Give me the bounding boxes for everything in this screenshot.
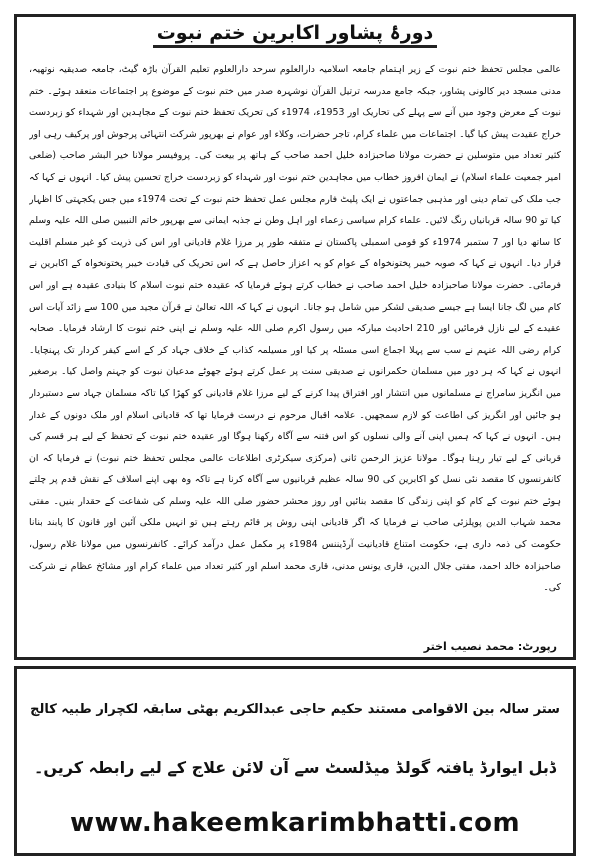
advertisement-box [14, 666, 576, 856]
article-reporter: رپورٹ: محمد نصیب اختر [423, 640, 557, 653]
article-header [17, 21, 573, 48]
ad-subline: ڈبل ایوارڈ یافتہ گولڈ میڈلسٹ سے آن لائن علاج کے لیے رابطہ کریں۔ [34, 758, 556, 777]
article-box [14, 14, 576, 660]
ad-headline: ستر سالہ بین الاقوامی مستند حکیم حاجی عبدالکریم بھٹی سابقہ لکچرار طبیہ کالج [30, 702, 560, 717]
article-body [29, 59, 561, 629]
ad-website-link[interactable]: www.hakeemkarimbhatti.com [69, 808, 521, 838]
article-paragraph: عالمی مجلس تحفظ ختم نبوت کے زیر اہتمام جامعہ اسلامیہ دارالعلوم سرحد دارالعلوم تعلیم القرآن باڑہ گیٹ، جامعہ صدیقیہ نوتھیہ، مدنی مسجد دیر کالونی پشاور، جبکہ جامع مدرسہ ترتیل القرآن نوشہرہ صدر میں ختم نبوت کے موضوع پر اجتماعات منعقد ہوئے۔ ختم نبوت کے معرض وجود میں آنے سے پہلے کی تحاریک اور 1953ء، 1974ء کی تحریک تحفظ ختم نبوت کے مجاہدین اور شہداء کو زبردست خراج عقیدت پیش کیا گیا۔ اجتماعات میں علماء کرام، تاجر حضرات، وکلاء اور عوام نے بھرپور شرکت انتہائی پرجوش اور پرکیف رہی اور کثیر تعداد میں متوسلین نے حضرت مولانا صاحبزادہ خلیل احمد صاحب کے ہاتھ پر بیعت کی۔ پروفیسر مولانا خیر البشر صاحب (ضلعی امیر جمعیت علماء اسلام) نے ایمان افروز خطاب میں مجاہدین ختم نبوت اور شہداء کو زبردست خراج تحسین پیش کیا۔ انہوں نے کہا کہ جب ملک کی تمام دینی اور مذہبی جماعتوں نے ایک پلیٹ فارم مجلس عمل تحفظ ختم نبوت کے تحت 1974ء میں جس یکجہتی کا اظہار کیا تو 90 سالہ قربانیاں رنگ لائیں۔ علماء کرام سیاسی زعماء اور اہل وطن نے جذبہ ایمانی سے بھرپور خاتم النبیین صلی اللہ علیہ وسلم کا ساتھ دیا اور 7 ستمبر 1974ء کو قومی اسمبلی پاکستان نے متفقہ طور پر مرزا غلام قادیانی اور اس کی ذریت کو غیر مسلم اقلیت قرار دیا۔ انہوں نے کہا کہ صوبہ خیبر پختونخواہ کے عوام کو یہ اعزاز حاصل ہے کہ اس تحریک کی قیادت خیبر پختونخواہ کے اکابرین نے فرمائی۔ حضرت مولانا صاحبزادہ خلیل احمد صاحب نے خطاب کرتے ہوئے فرمایا کہ عقیدہ ختم نبوت اسلام کا بنیادی عقیدہ ہے اور اس کام میں لگ جانا ایسا ہے جیسے صدیقی لشکر میں شامل ہو جانا۔ انہوں نے کہا کہ اللہ تعالیٰ نے قرآن مجید میں 100 سے زائد آیات اس عقیدے کے لیے نازل فرمائیں اور 210 احادیث مبارکہ میں رسول اکرم صلی اللہ علیہ وسلم نے اپنی ختم نبوت کا ارشاد فرمایا۔ صحابہ کرام رضی اللہ عنہم نے سب سے پہلا اجماع اسی مسئلہ پر کیا اور مسیلمہ کذاب کے خلاف جہاد کر کے اسے کیفر کردار تک پہنچایا۔ انہوں نے کہا کہ ہر دور میں مسلمان حکمرانوں نے صدیقی سنت پر عمل کرتے ہوئے جھوٹے مدعیان نبوت کو جہنم واصل کیا۔ برصغیر میں انگریز سامراج نے مسلمانوں میں انتشار اور افتراق پیدا کرنے کے لیے مرزا غلام قادیانی کو کھڑا کیا تاکہ مسلمان جہاد سے دستبردار ہو جائیں اور انگریز کی اطاعت کو لازم سمجھیں۔ علامہ اقبال مرحوم نے درست فرمایا تھا کہ قادیانی اسلام اور ملک دونوں کے غدار ہیں۔ انہوں نے کہا کہ ہمیں اپنی آنے والی نسلوں کو اس فتنہ سے آگاہ رکھنا ہوگا اور عقیدہ ختم نبوت کے تحفظ کے لیے ہر قسم کی قربانی کے لیے تیار رہنا ہوگا۔ مولانا عزیز الرحمن ثانی (مرکزی سیکرٹری اطلاعات عالمی مجلس تحفظ ختم نبوت) نے فرمایا کہ ان کانفرنسوں کا مقصد نئی نسل کو اکابرین کی 90 سالہ عظیم قربانیوں سے آگاہ کرنا ہے تاکہ وہ بھی اپنے اسلاف کے نقش قدم پر چلتے ہوئے ختم نبوت کے کام کو اپنی زندگی کا مقصد بنائیں اور روز محشر حضور صلی اللہ علیہ وسلم کی شفاعت کے حقدار بنیں۔ مفتی محمد شہاب الدین پوپلزئی صاحب نے فرمایا کہ اگر قادیانی اپنی روش پر قائم رہتے ہیں تو انہیں ملکی آئین اور قانون کا پابند بنانا حکومت کی ذمہ داری ہے، حکومت امتناع قادیانیت آرڈیننس 1984ء پر مکمل عمل درآمد کرائے۔ کانفرنسوں میں مولانا غلام رسول، صاحبزادہ خالد احمد، مفتی جلال الدین، قاری یونس مدنی، قاری محمد اسلم اور کثیر تعداد میں علماء کرام اور مشائخ عظام نے شرکت کی۔ [29, 64, 561, 594]
article-title: دورۂ پشاور اکابرین ختم نبوت [153, 21, 438, 48]
